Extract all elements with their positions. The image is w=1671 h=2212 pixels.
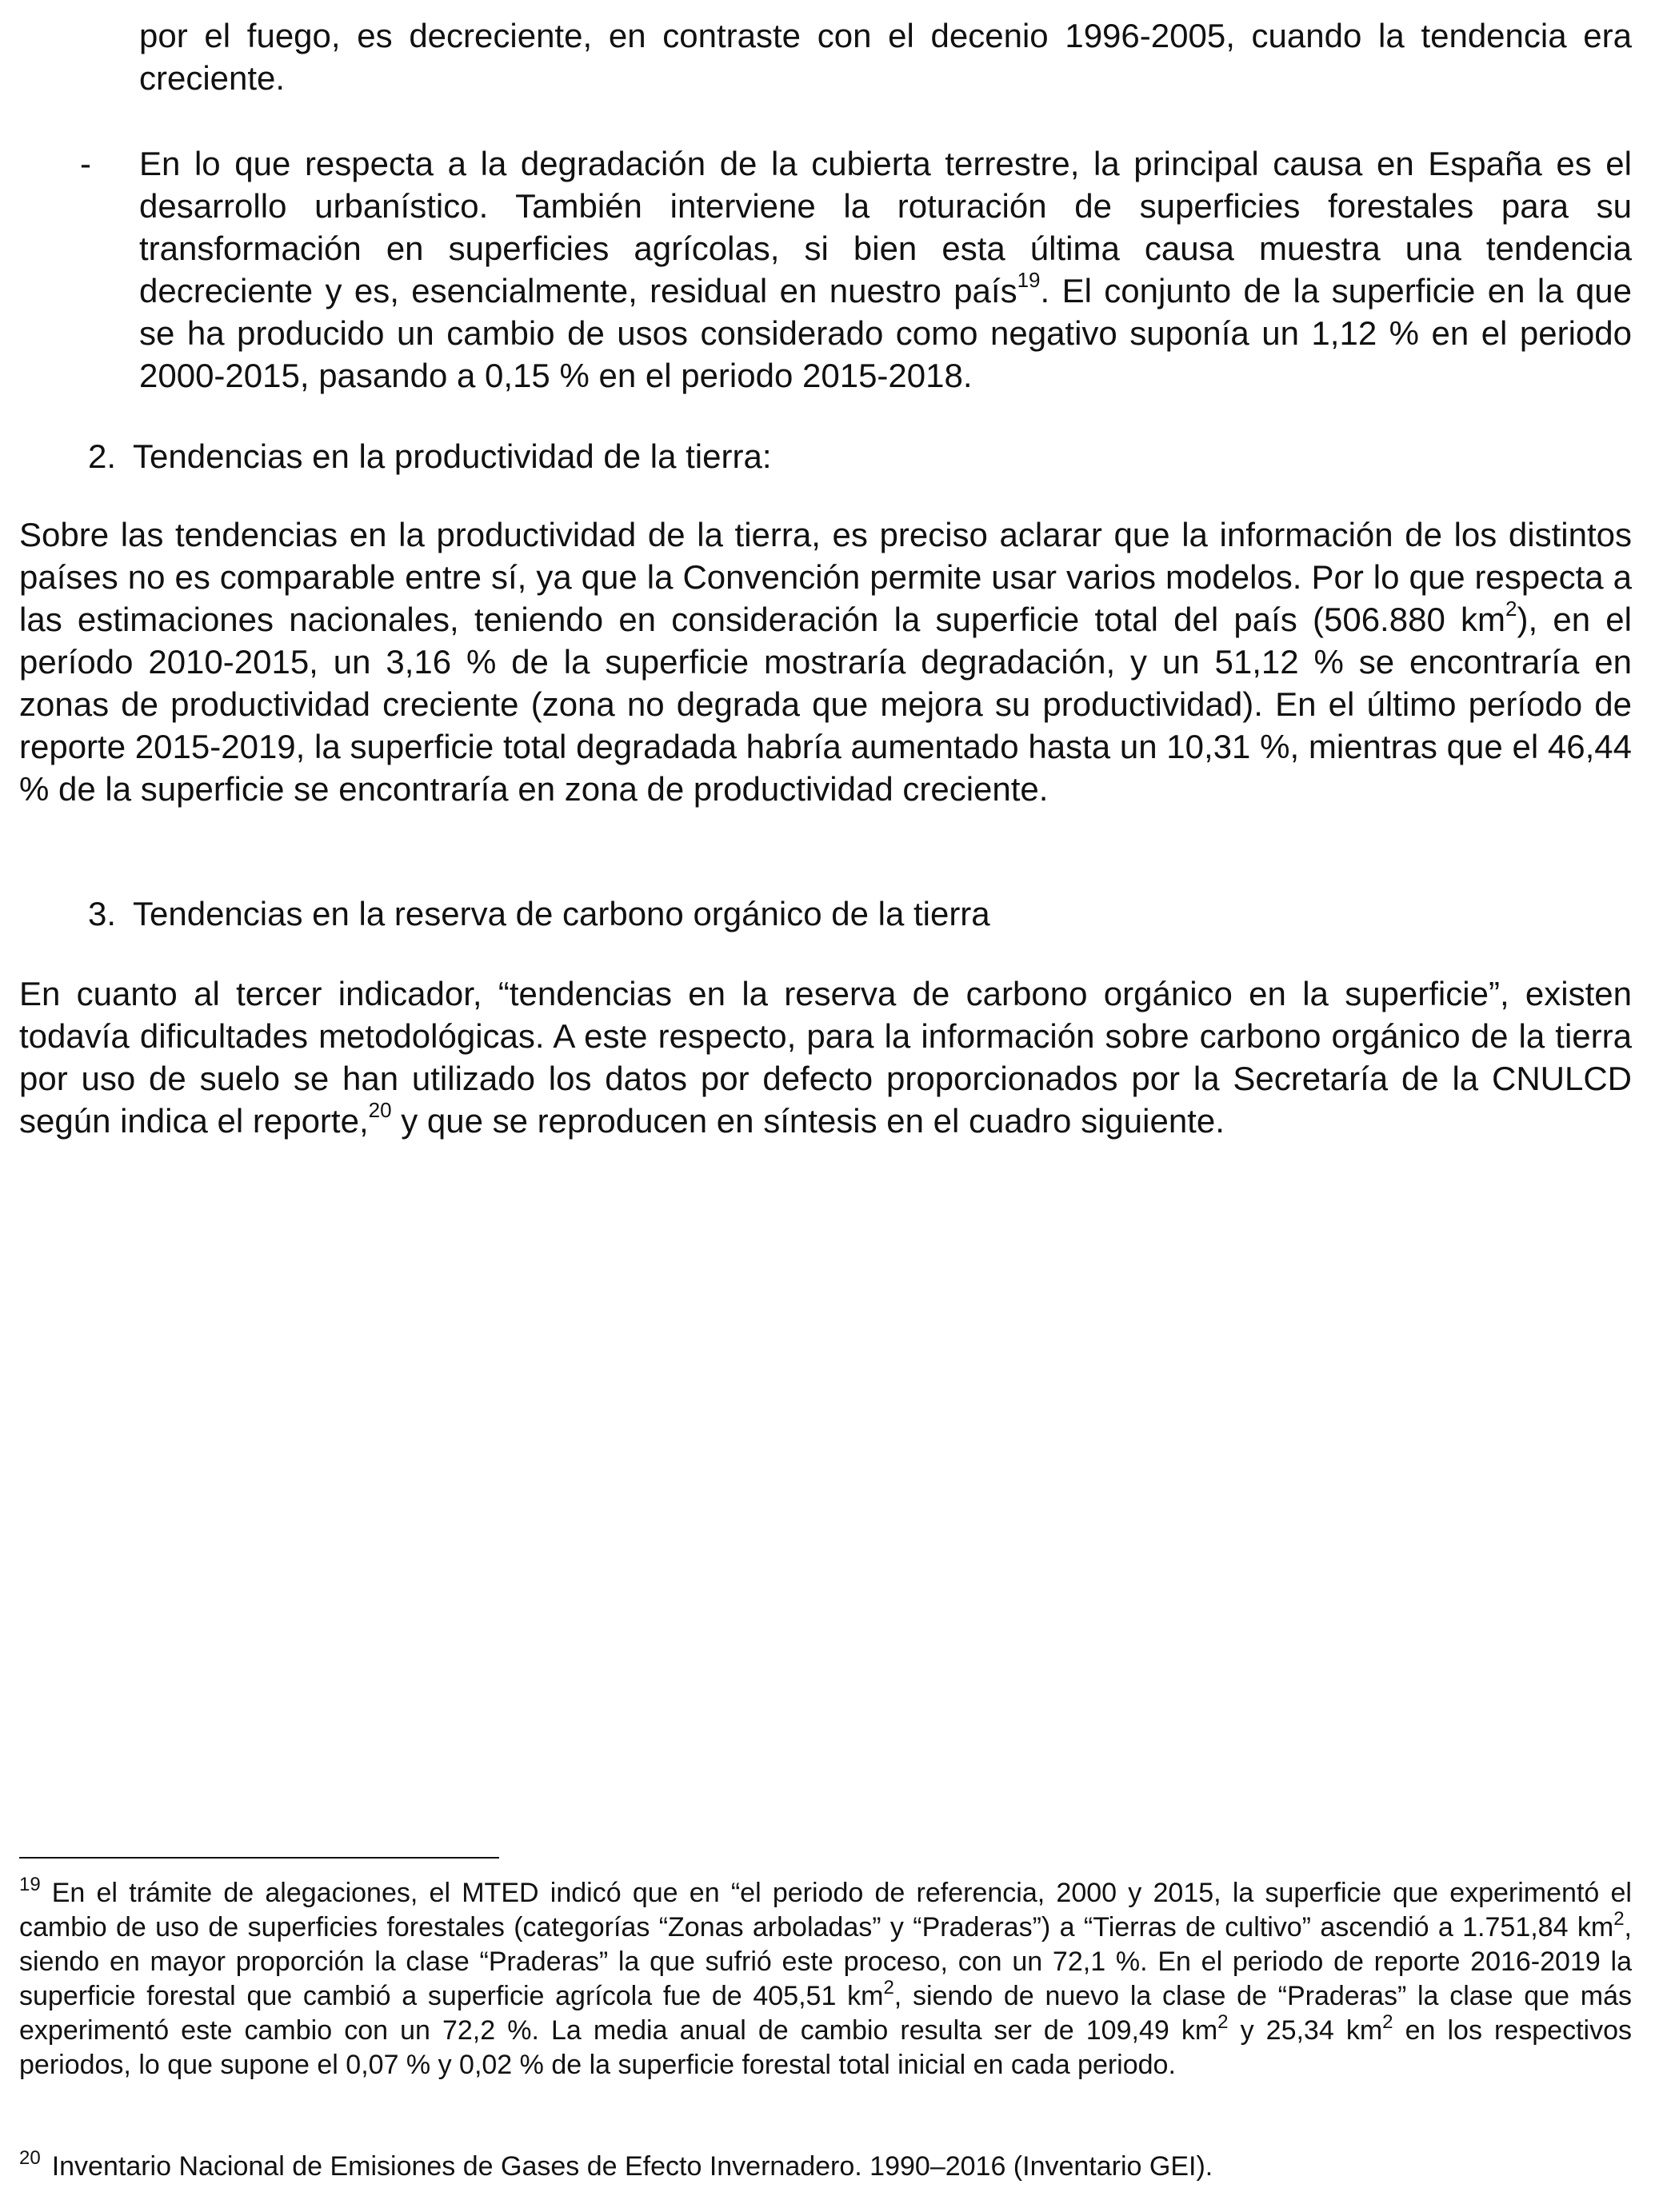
footnote-ref-20[interactable]: 20	[368, 1098, 392, 1122]
bullet-dash: -	[80, 145, 91, 182]
bullet-paragraph	[139, 142, 1632, 397]
superscript-km2: 2	[1613, 1907, 1625, 1930]
footnote-text: y 25,34 km	[1228, 2015, 1383, 2046]
footnote-text: En el trámite de alegaciones, el MTED indicó que en “el periodo de referencia, 2000 y 2015, la superficie que experimentó el cambio de uso de superficies forestales (categorías “Zonas arboladas” y “Praderas”) a “Tierras de cultivo” ascendió a 1.751,84 km	[19, 1878, 1632, 1942]
section-title: Tendencias en la productividad de la tierra:	[133, 437, 772, 475]
productivity-paragraph	[19, 513, 1632, 810]
footnote-separator	[19, 1857, 499, 1859]
superscript-km2: 2	[1505, 597, 1517, 621]
bullet-text-part2: . El conjunto de la superficie en la que se ha producido un cambio de usos considerado como negativo suponía un 1,12 % en el periodo 2000-2015, pasando a 0,15 % en el periodo 2015-2018.	[139, 272, 1632, 394]
footnote-text: Inventario Nacional de Emisiones de Gases de Efecto Invernadero. 1990–2016 (Inventario GEI).	[51, 2151, 1213, 2182]
footnote-text: , siendo de nuevo la clase de “Praderas” la clase que más experimentó este cambio con un 72,2 %. La media anual de cambio resulta ser de 109,49 km	[19, 1981, 1632, 2046]
carbon-text-part1: En cuanto al tercer indicador, “tendencias en la reserva de carbono orgánico en la superficie”, existen todavía dificultades metodológicas. A este respecto, para la información sobre carbono orgánico de la tierra por uso de suelo se han utilizado los datos por defecto proporcionados por la Secretaría de la CNULCD según indica el reporte,	[19, 975, 1632, 1140]
superscript-km2: 2	[1382, 2010, 1393, 2033]
footnote-number: 20	[19, 2146, 41, 2169]
footnote-text: en los respectivos periodos, lo que supone el 0,07 % y 0,02 % de la superficie forestal total inicial en cada periodo.	[19, 2015, 1632, 2080]
section-number: 2.	[88, 437, 117, 475]
carbon-text-part2: y que se reproducen en síntesis en el cuadro siguiente.	[391, 1102, 1225, 1140]
continuation-paragraph	[139, 14, 1632, 99]
productivity-text-part2: ), en el período 2010-2015, un 3,16 % de la superficie mostraría degradación, y un 51,12 % se encontraría en zonas de productividad creciente (zona no degrada que mejora su productividad). En el último período de reporte 2015-2019, la superficie total degradada habría aumentado hasta un 10,31 %, mientras que el 46,44 % de la superficie se encontraría en zona de productividad creciente.	[19, 601, 1632, 808]
footnote-19	[19, 1873, 1632, 2082]
footnote-number: 19	[19, 1873, 41, 1895]
section-title: Tendencias en la reserva de carbono orgánico de la tierra	[133, 895, 990, 932]
section-number: 3.	[88, 895, 117, 932]
footnote-text: , siendo en mayor proporción la clase “Praderas” la que sufrió este proceso, con un 72,1 %. En el periodo de reporte 2016-2019 la superficie forestal que cambió a superficie agrícola fue de 405,51 km	[19, 1912, 1632, 2011]
section-heading-productivity	[88, 435, 772, 477]
continuation-text: por el fuego, es decreciente, en contraste con el decenio 1996-2005, cuando la tendencia era creciente.	[139, 17, 1632, 97]
carbon-paragraph	[19, 972, 1632, 1142]
section-heading-carbon	[88, 892, 990, 935]
footnote-20	[19, 2146, 1632, 2184]
productivity-text-part1: Sobre las tendencias en la productividad de la tierra, es preciso aclarar que la información de los distintos países no es comparable entre sí, ya que la Convención permite usar varios modelos. Por lo que respecta a las estimaciones nacionales, teniendo en consideración la superficie total del país (506.880 km	[19, 516, 1632, 638]
superscript-km2: 2	[1217, 2010, 1229, 2033]
footnote-ref-19[interactable]: 19	[1017, 268, 1041, 292]
bullet-text-part1: En lo que respecta a la degradación de la cubierta terrestre, la principal causa en España es el desarrollo urbanístico. También interviene la roturación de superficies forestales para su transformación en superficies agrícolas, si bien esta última causa muestra una tendencia decreciente y es, esencialmente, residual en nuestro país	[139, 145, 1632, 309]
superscript-km2: 2	[883, 1976, 894, 1998]
